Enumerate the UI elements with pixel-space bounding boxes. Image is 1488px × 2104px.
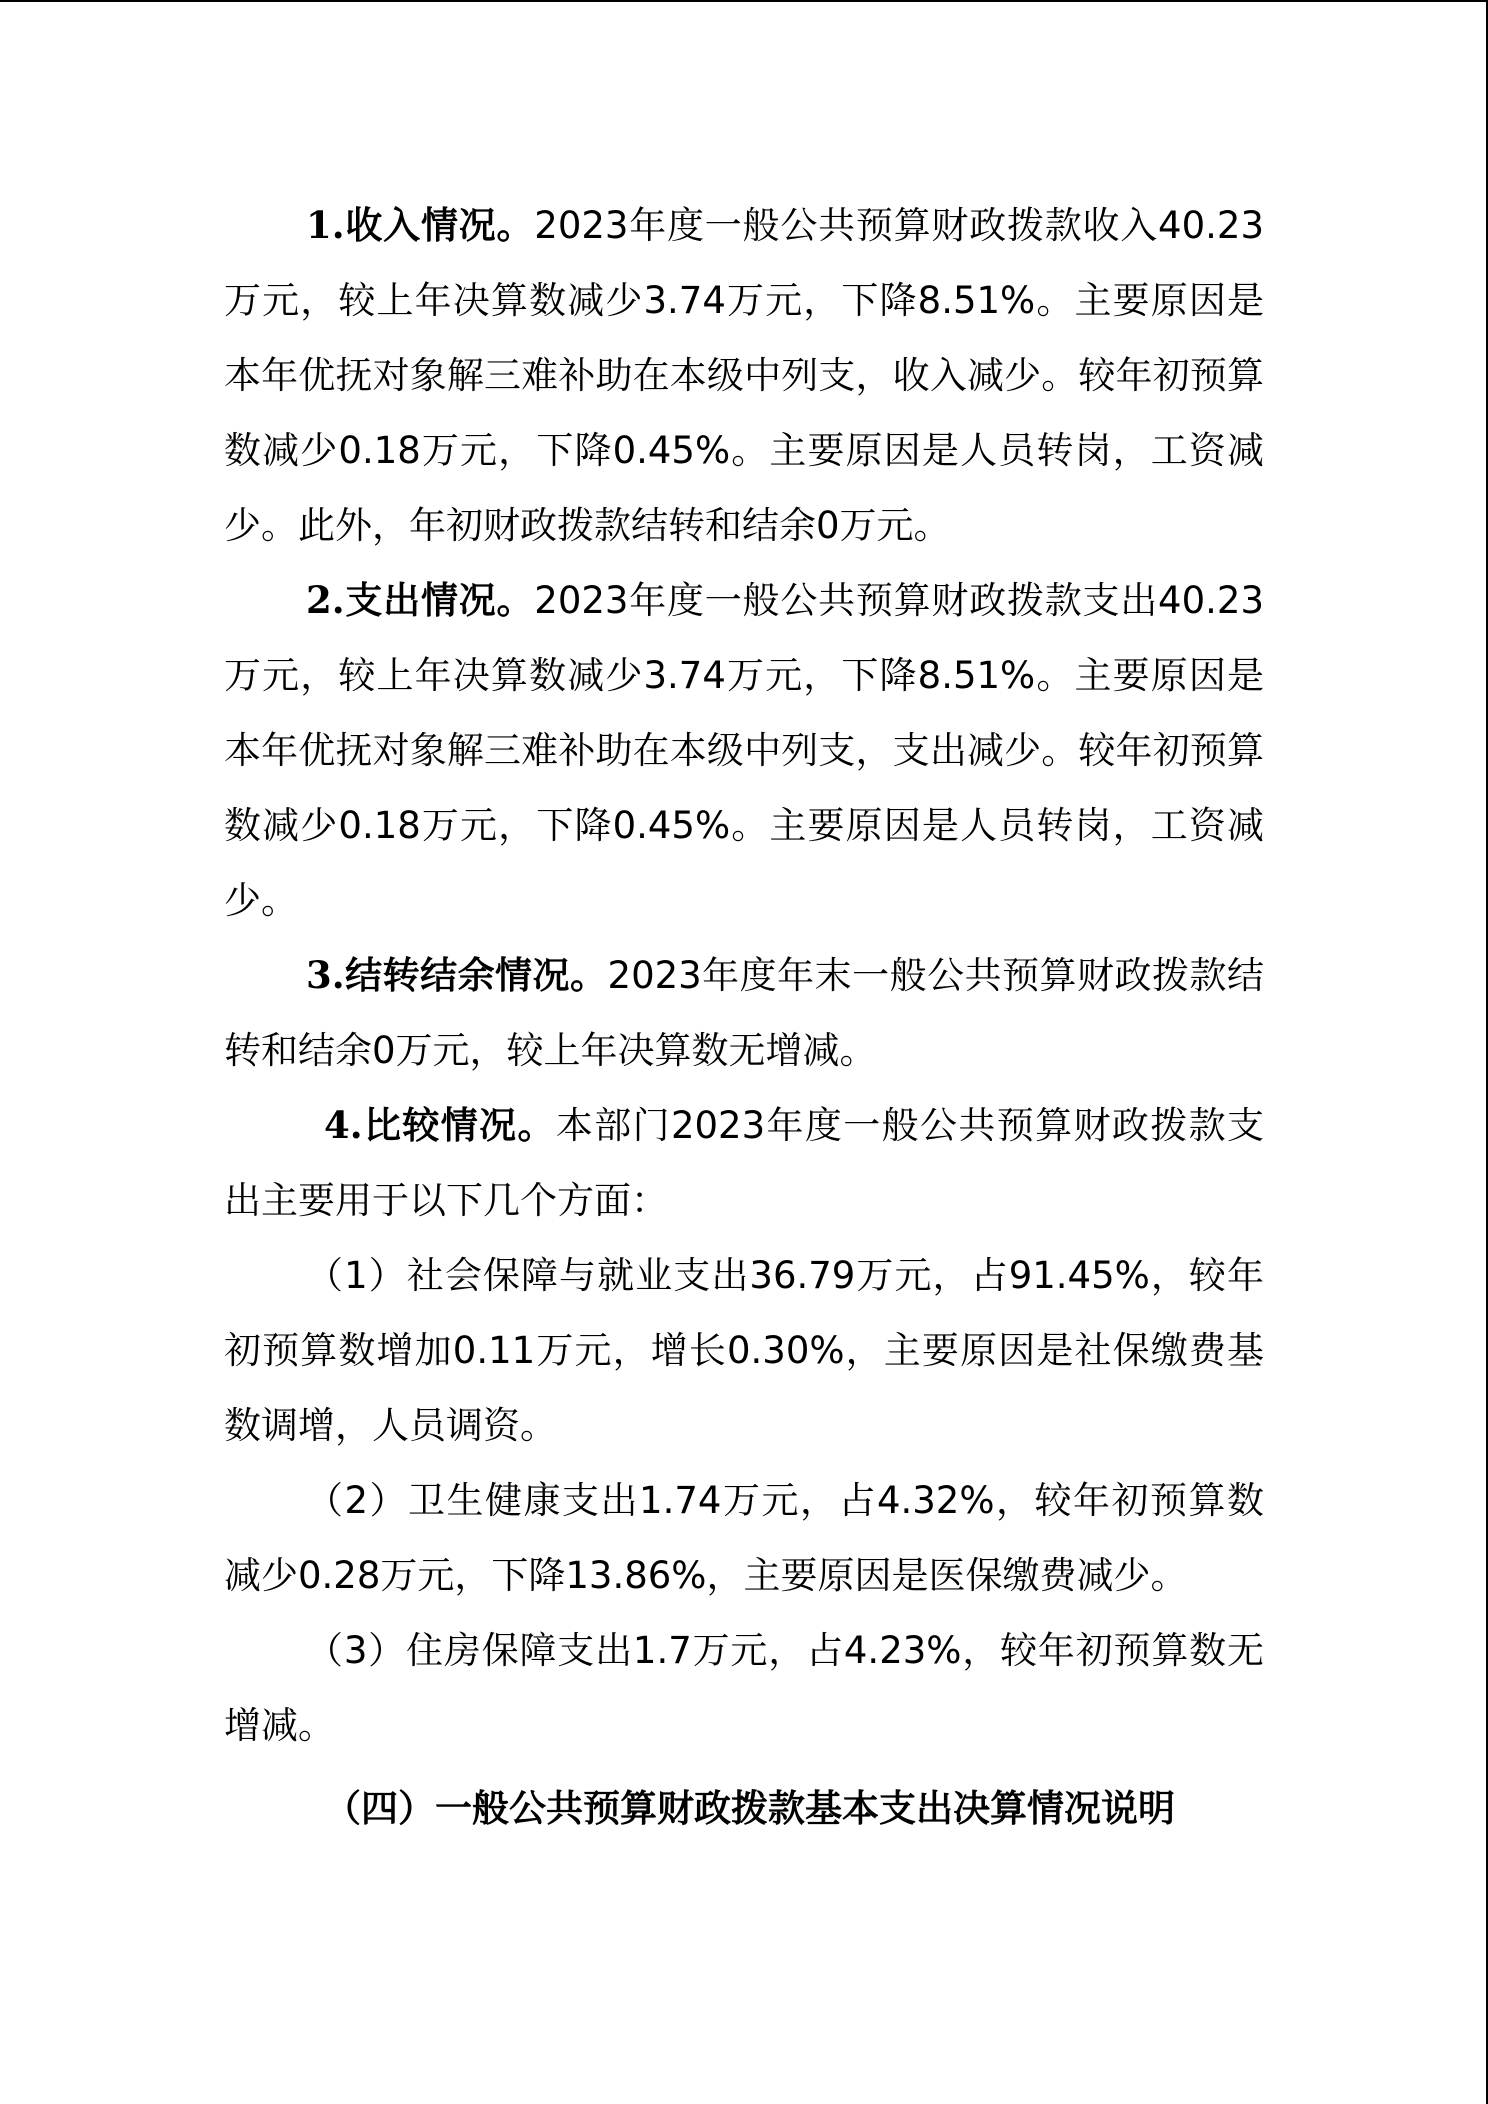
paragraph-text: 2023年度一般公共预算财政拨款收入40.23万元，较上年决算数减少3.74万元，下降8.51%。主要原因是本年优抚对象解三难补助在本级中列支，收入减少。较年初预算数减少0.18万元，下降0.45%。主要原因是人员转岗，工资减少。此外，年初财政拨款结转和结余0万元。 bbox=[224, 204, 1264, 547]
paragraph-lead: 3.结转结余情况。 bbox=[306, 953, 608, 997]
paragraph-lead: 4.比较情况。 bbox=[324, 1103, 556, 1147]
paragraph-lead: 1.收入情况。 bbox=[306, 203, 535, 247]
paragraph-carryover bbox=[224, 938, 1264, 1088]
list-item-social-security: （1）社会保障与就业支出36.79万元，占91.45%，较年初预算数增加0.11万元，增长0.30%，主要原因是社保缴费基数调增，人员调资。 bbox=[224, 1254, 1264, 1447]
paragraph-lead: 2.支出情况。 bbox=[306, 578, 535, 622]
paragraph-comparison bbox=[224, 1088, 1264, 1238]
document-body bbox=[224, 188, 1264, 1846]
list-item-health: （2）卫生健康支出1.74万元，占4.32%，较年初预算数减少0.28万元，下降13.86%，主要原因是医保缴费减少。 bbox=[224, 1479, 1264, 1597]
paragraph-text: 本部门2023年度一般公共预算财政拨款支出主要用于以下几个方面： bbox=[224, 1104, 1264, 1222]
page-top-border bbox=[0, 0, 1488, 2]
paragraph-expenditure bbox=[224, 563, 1264, 938]
list-item-housing: （3）住房保障支出1.7万元，占4.23%，较年初预算数无增减。 bbox=[224, 1629, 1264, 1747]
paragraph-income bbox=[224, 188, 1264, 563]
section-heading: （四）一般公共预算财政拨款基本支出决算情况说明 bbox=[324, 1786, 1175, 1830]
paragraph-text: 2023年度年末一般公共预算财政拨款结转和结余0万元，较上年决算数无增减。 bbox=[224, 954, 1264, 1072]
paragraph-text: 2023年度一般公共预算财政拨款支出40.23万元，较上年决算数减少3.74万元，下降8.51%。主要原因是本年优抚对象解三难补助在本级中列支，支出减少。较年初预算数减少0.18万元，下降0.45%。主要原因是人员转岗，工资减少。 bbox=[224, 579, 1264, 922]
